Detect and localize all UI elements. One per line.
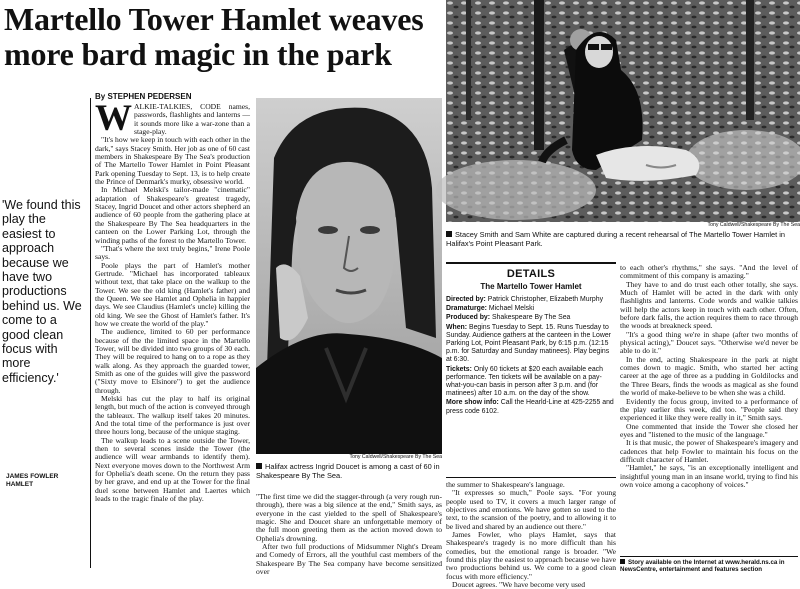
pull-quote-text: We found this play the easiest to approach because we have two productions behind us. We come to a good clean focus with more efficiency.' bbox=[2, 198, 82, 385]
pull-quote bbox=[2, 198, 88, 385]
paragraph: The audience, limited to 60 per performance because of the the limited space in the Martello Tower, will be divided into two groups of 30 each. They will be required to hang on to a rope as they walk along. As they approach the guarded tower, Smith as one of the guides will give the password ("Sixty move to Elsinore") to get the audience through. bbox=[95, 327, 250, 395]
paragraph: They have to and do trust each other totally, she says. Much of Hamlet will be acted in the dark with only flashlights and lanterns. Code words and walkie talkies will help the actors keep in touch with each other. Often, before dark falls, the action requires them to race through the woods at breakneck speed. bbox=[620, 279, 798, 331]
footnote: Story available on the Internet at www.herald.ns.ca in NewsCentre, entertainment and features section bbox=[620, 559, 785, 574]
article-column-1 bbox=[95, 98, 250, 573]
paragraph: "Hamlet," he says, "is an exceptionally intelligent and insightful young man in an insane world, trying to find his own voice among a cacophony of voices." bbox=[620, 463, 798, 489]
paragraph: It is that music, the power of Shakespeare's imagery and cadences that help Fowler to maintain his focus on the difficult character of Hamlet. bbox=[620, 438, 798, 464]
photo-credit: Tony Caldwell/Shakespeare By The Sea bbox=[707, 222, 800, 228]
pull-quote-role: HAMLET bbox=[6, 481, 34, 488]
paragraph: Doucet agrees. "We have become very used bbox=[452, 580, 585, 589]
drop-cap: W bbox=[95, 98, 132, 139]
paragraph: One commented that inside the Tower she closed her eyes and "listened to the music of the language." bbox=[620, 421, 798, 439]
paragraph: ALKIE-TALKIES, CODE names, passwords, flashlights and lanterns — it sounds more like a war-zone than a stage-play. bbox=[134, 102, 250, 137]
paragraph: "It expresses so much," Poole says. "For young people used to TV, it covers a much larger range of objectives and emotions. We have gotten so used to the text, to the scansion of the poetry, and to allowing it to be lived and shared by an audience out there." bbox=[446, 488, 616, 531]
photo-credit: Tony Caldwell/Shakespeare By The Sea bbox=[349, 454, 442, 460]
details-item: Directed by: Patrick Christopher, Elizabeth Murphy bbox=[446, 296, 604, 303]
paragraph: the summer to Shakespeare's language. bbox=[446, 480, 565, 489]
paragraph: Melski has cut the play to half its original length, but much of the action is conveyed through the tableaux. The walkup itself takes 20 minutes. And the total time of the performance is just over three hours long, because of the unique staging. bbox=[95, 394, 250, 437]
paragraph: Evidently the focus group, invited to a performance of the play earlier this week, did too. "People said they experienced it like they were really in it," Smith says. bbox=[620, 396, 798, 423]
details-item: Dramaturge: Michael Melski bbox=[446, 305, 535, 313]
paragraph: "It's a good thing we're in shape (after two months of physical acting)," Doucet says. "Otherwise we'd never be able to do it." bbox=[620, 329, 798, 356]
headline: Martello Tower Hamlet weaves more bard magic in the park bbox=[4, 1, 424, 72]
details-item: Tickets: Only 60 tickets at $20 each available each performance. Ten tickets will be available on a pay-what-you-can basis in person after 3 p.m. and (for matinees) after 10 a.m. on the day of the show. bbox=[446, 365, 603, 398]
article-column-4 bbox=[620, 264, 798, 554]
paragraph: After two full productions of Midsummer Night's Dream and Comedy of Errors, all the youthful cast members of the Shakespeare By The Sea company have become sensitized over bbox=[256, 542, 442, 577]
details-subtitle: The Martello Tower Hamlet bbox=[480, 282, 582, 291]
details-title: DETAILS bbox=[506, 268, 556, 280]
details-item: When: Begins Tuesday to Sept. 15. Runs Tuesday to Sunday. Audience gathers at the canteen in the Lower Parking Lot, Point Pleasant Park, by 6:15 p.m. (12:15 p.m. for Saturday and Sunday matinees). Play begins at 6:30. bbox=[446, 323, 611, 364]
paragraph: Poole plays the part of Hamlet's mother Gertrude. "Michael has incorporated tableaux without text, that take place on the walkup to the Tower. We see the old king (Hamlet's father) and the Queen. We see Hamlet and Ophelia in happier days. We see Claudius (Hamlet's uncle) killing the old king. We see the Ghost of Hamlet's father. It's how we create the world of the play." bbox=[95, 260, 250, 328]
caption-bullet-icon bbox=[446, 231, 452, 237]
column-rule bbox=[90, 98, 91, 568]
footnote-bullet-icon bbox=[620, 559, 625, 564]
paragraph: James Fowler, who plays Hamlet, says that Shakespeare's tragedy is no more difficult than his comedies, but the emotional range is broader. "We found this play the easiest to approach because we have two productions behind us. We come to a good clean focus with more efficiency." bbox=[446, 530, 616, 581]
details-list bbox=[446, 296, 616, 476]
paragraph: "The first time we did the stagger-through (a very rough run-through), there was a big silence at the end," Smith says, as everyone in the cast yielded to the spell of Shakespeare's magic. She and Doucet share an unforgettable memory of the full moon greeting them as the action moved down to Ophelia's drowning. bbox=[256, 492, 442, 543]
paragraph: to each other's rhythms," she says. "And the level of commitment of this company is amazing." bbox=[620, 263, 798, 281]
caption-bullet-icon bbox=[256, 463, 262, 469]
photo-ingrid-doucet bbox=[256, 98, 442, 454]
article-column-3 bbox=[446, 480, 616, 589]
paragraph: The walkup leads to a scene outside the Tower, then to several scenes inside the Tower (the audience will wear armbands to identify them). Next everyone moves down to the Northwest Arm for Ophelia's death scene. On the return they pass by her grave, and end up at the Tower for the final duel scene between Hamlet and Laertes which leads to the tragic finale of the play. bbox=[95, 435, 250, 504]
paragraph: "It's how we keep in touch with each other in the dark," says Stacey Smith. Her job as one of 60 cast members in Shakespeare By The Sea's production of The Martello Tower Hamlet in Point Pleasant Park opening Tuesday to Sept. 13, is to help create the Prince of Denmark's murky, obsessive world. bbox=[95, 135, 250, 187]
pull-quote-open-mark: ' bbox=[2, 198, 5, 212]
paragraph: "That's where the text truly begins," Irene Poole says. bbox=[95, 243, 250, 262]
article-column-2 bbox=[256, 493, 442, 575]
details-item: Produced by: Shakespeare By The Sea bbox=[446, 314, 571, 322]
photo-caption: Halifax actress Ingrid Doucet is among a cast of 60 in Shakespeare By The Sea. bbox=[256, 462, 440, 480]
pull-quote-attribution bbox=[6, 473, 58, 489]
photo-rehearsal bbox=[446, 0, 800, 222]
paragraph: In the end, acting Shakespeare in the park at night comes down to magic. Smith, who started her acting career at the age of three as a pudding in Goldilocks and the Three Bears, finds the woods as magical as she found the world of make-believe to be when she was a child. bbox=[620, 354, 798, 398]
details-bottom-rule bbox=[446, 477, 616, 478]
photo-caption: Stacey Smith and Sam White are captured during a recent rehearsal of The Martello Tower Hamlet in Halifax's Point Pleasant Park. bbox=[446, 230, 786, 248]
details-top-rule bbox=[446, 262, 616, 264]
byline: By STEPHEN PEDERSEN bbox=[95, 92, 192, 101]
details-item: More show info: Call the Hearld-Line at 425-2255 and press code 6102. bbox=[446, 399, 614, 415]
footnote-rule bbox=[620, 556, 798, 557]
paragraph: In Michael Melski's tailor-made "cinematic" adaptation of Shakespeare's greatest tragedy, Stacey, Ingrid Doucet and other actors shepherd an audience of 60 people from the gathering place at the Shakespeare By The Sea headquarters in the canteen on the Lower Parking Lot, through the winding paths of the forest to the Martello Tower. bbox=[95, 185, 250, 245]
pull-quote-name: JAMES FOWLER bbox=[6, 473, 59, 480]
